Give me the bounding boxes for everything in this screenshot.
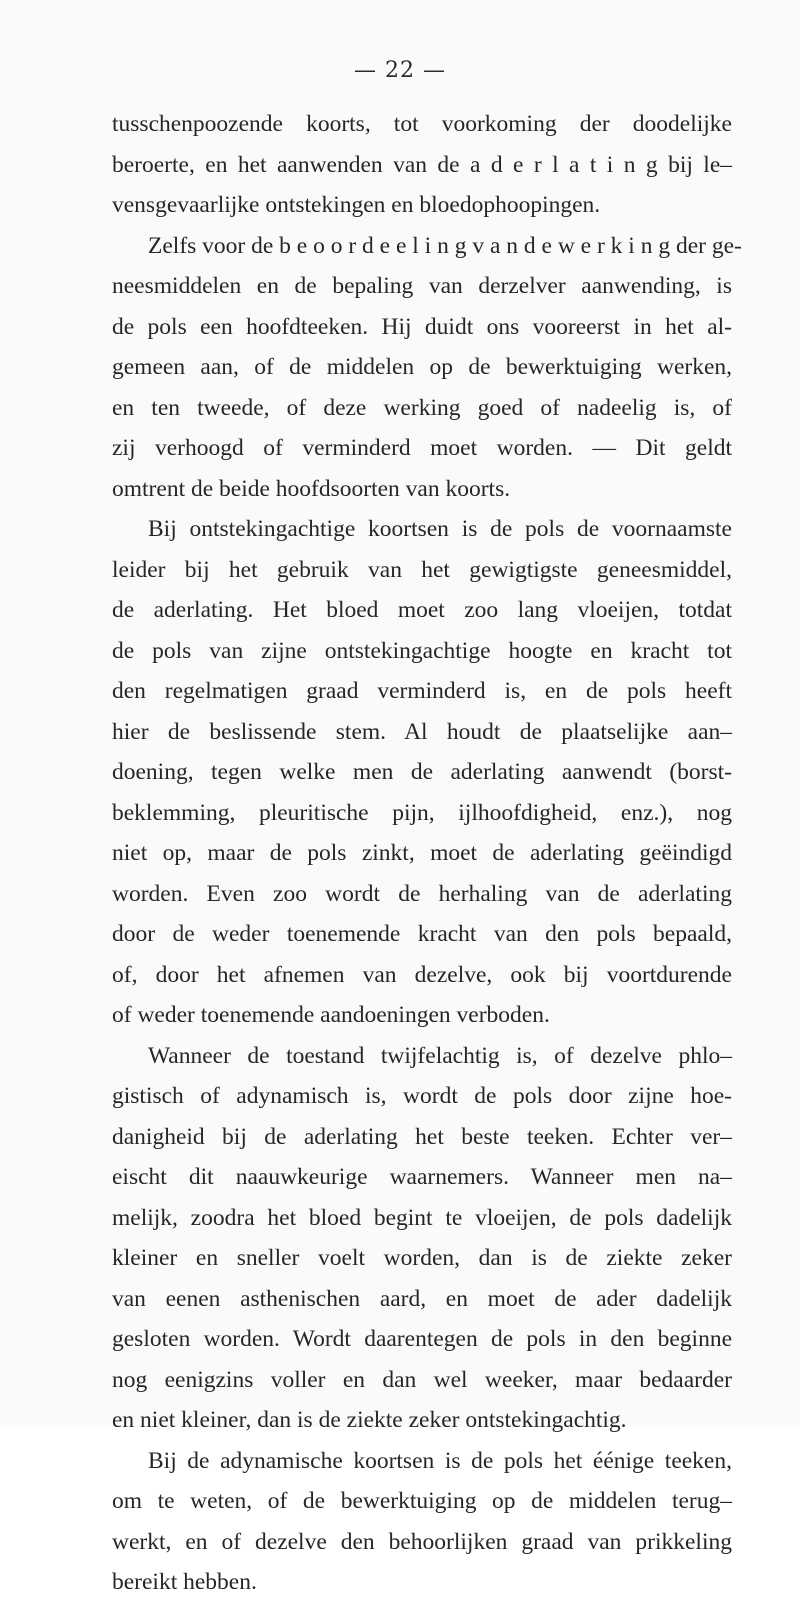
text-line: den regelmatigen graad verminderd is, en de pols heeft	[112, 678, 732, 704]
text-line: melijk, zoodra het bloed begint te vloeijen, de pols dadelijk	[112, 1204, 732, 1231]
text-line: bereikt hebben.	[112, 1569, 257, 1595]
text-line: of, door het afnemen van dezelve, ook bij voortdurende	[112, 961, 732, 988]
text-line: hier de beslissende stem. Al houdt de plaatselijke aan–	[112, 718, 732, 745]
text-line: gesloten worden. Wordt daarentegen de pols in den beginne	[112, 1326, 732, 1352]
text-line: werkt, en of dezelve den behoorlijken graad van prikkeling	[112, 1528, 732, 1555]
text-line: vensgevaarlijke ontstekingen en bloedophoopingen.	[112, 192, 601, 218]
text-line: en ten tweede, of deze werking goed of nadeelig is, of	[112, 394, 732, 421]
text-line: neesmiddelen en de bepaling van derzelver aanwending, is	[112, 273, 732, 299]
text-line: de aderlating. Het bloed moet zoo lang vloeijen, totdat	[112, 597, 732, 623]
text-line: leider bij het gebruik van het gewigtigste geneesmiddel,	[112, 556, 732, 583]
body-text	[112, 104, 742, 1603]
text-line: door de weder toenemende kracht van den pols bepaald,	[112, 921, 732, 947]
text-line: Bij de adynamische koortsen is de pols het éénige teeken,	[148, 1447, 732, 1474]
text-line: gemeen aan, of de middelen op de bewerktuiging werken,	[112, 354, 732, 380]
text-line: en niet kleiner, dan is de ziekte zeker ontstekingachtig.	[112, 1407, 627, 1433]
text-line: de pols van zijne ontstekingachtige hoogte en kracht tot	[112, 637, 732, 664]
text-line: van eenen asthenischen aard, en moet de ader dadelijk	[112, 1285, 732, 1312]
text-line: Zelfs voor de b e o o r d e e l i n g v a n d e w e r k i n g der ge-	[148, 232, 742, 259]
text-line: Wanneer de toestand twijfelachtig is, of dezelve phlo–	[148, 1042, 732, 1069]
text-line: tusschenpoozende koorts, tot voorkoming der doodelijke	[112, 111, 732, 137]
text-line: doening, tegen welke men de aderlating aanwendt (borst-	[112, 759, 732, 785]
text-line: om te weten, of de bewerktuiging op de middelen terug–	[112, 1488, 732, 1514]
text-line: zij verhoogd of verminderd moet worden. — Dit geldt	[112, 435, 732, 461]
text-line: Bij ontstekingachtige koortsen is de pols de voornaamste	[148, 516, 732, 542]
text-line: nog eenigzins voller en dan wel weeker, maar bedaarder	[112, 1366, 732, 1393]
text-line: danigheid bij de aderlating het beste teeken. Echter ver–	[112, 1123, 732, 1150]
text-line: kleiner en sneller voelt worden, dan is de ziekte zeker	[112, 1245, 732, 1271]
text-line: worden. Even zoo wordt de herhaling van de aderlating	[112, 880, 732, 907]
text-line: omtrent de beide hoofdsoorten van koorts.	[112, 475, 511, 502]
text-line: de pols een hoofdteeken. Hij duidt ons vooreerst in het al-	[112, 313, 732, 340]
text-line: niet op, maar de pols zinkt, moet de aderlating geëindigd	[112, 840, 732, 866]
text-line: gistisch of adynamisch is, wordt de pols door zijne hoe-	[112, 1083, 732, 1109]
text-line: of weder toenemende aandoeningen verboden.	[112, 1002, 550, 1028]
text-line: beklemming, pleuritische pijn, ijlhoofdigheid, enz.), nog	[112, 799, 732, 826]
text-line: beroerte, en het aanwenden van de a d e r l a t i n g bij le–	[112, 151, 732, 178]
page-number: — 22 —	[354, 58, 446, 83]
text-line: eischt dit naauwkeurige waarnemers. Wanneer men na–	[112, 1164, 732, 1190]
